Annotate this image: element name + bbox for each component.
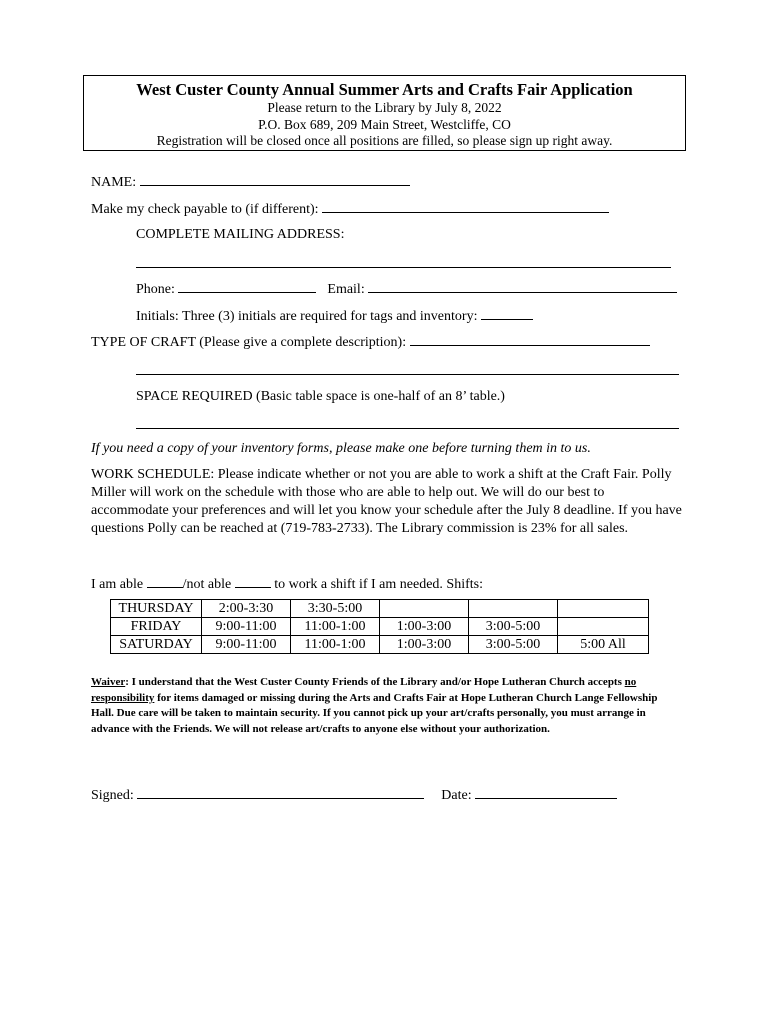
name-field[interactable] <box>140 173 410 186</box>
able-field[interactable] <box>147 575 183 588</box>
able-label: I am able <box>91 577 144 592</box>
shift-cell[interactable]: 1:00-3:00 <box>380 636 469 654</box>
contact-row <box>136 280 677 298</box>
shift-cell[interactable]: 3:30-5:00 <box>291 600 380 618</box>
phone-field[interactable] <box>178 280 316 293</box>
signed-label: Signed: <box>91 788 134 803</box>
to-work-label: to work a shift if I am needed. Shifts: <box>274 577 483 592</box>
table-row <box>111 618 649 636</box>
space-required-label: SPACE REQUIRED (Basic table space is one-half of an 8’ table.) <box>136 389 505 404</box>
initials-label: Initials: Three (3) initials are required for tags and inventory: <box>136 309 478 324</box>
email-field[interactable] <box>368 280 677 293</box>
email-label: Email: <box>327 282 365 297</box>
table-row <box>111 636 649 654</box>
shift-cell[interactable]: 5:00 All <box>558 636 649 654</box>
craft-type-field[interactable] <box>410 333 650 346</box>
waiver-text-part2: for items damaged or missing during the Arts and Crafts Fair at Hope Lutheran Church Lange Fellowship Hall. Due care will be taken to maintain security. If you cannot pick up your art/crafts personally, you must arrange in advance with the Friends. We will not release art/crafts to anyone else without your authorization. <box>91 691 658 735</box>
availability-row <box>91 575 483 593</box>
day-cell: SATURDAY <box>111 636 202 654</box>
waiver-text <box>91 675 681 737</box>
waiver-label: Waiver <box>91 676 126 688</box>
shift-cell[interactable]: 11:00-1:00 <box>291 618 380 636</box>
library-address: P.O. Box 689, 209 Main Street, Westcliffe, CO <box>258 116 511 132</box>
check-payable-label: Make my check payable to (if different): <box>91 202 319 217</box>
shift-cell[interactable]: 11:00-1:00 <box>291 636 380 654</box>
space-required-field[interactable] <box>136 428 679 429</box>
work-schedule-text: WORK SCHEDULE: Please indicate whether or not you are able to work a shift at the Craft Fair. Polly Miller will work on the schedule with those who are able to help out. We will do our best to accommodate your preferences and will let you know your schedule after the July 8 deadline. If you have questions Polly can be reached at (719-783-2733). The Library commission is 23% for all sales. <box>91 467 682 536</box>
craft-type-label: TYPE OF CRAFT (Please give a complete description): <box>91 335 407 350</box>
phone-label: Phone: <box>136 282 175 297</box>
inventory-note: If you need a copy of your inventory forms, please make one before turning them in to us. <box>91 441 591 456</box>
shift-cell[interactable]: 3:00-5:00 <box>469 636 558 654</box>
shift-cell[interactable] <box>469 600 558 618</box>
signature-row <box>91 786 617 804</box>
shift-cell[interactable]: 1:00-3:00 <box>380 618 469 636</box>
initials-row <box>136 307 533 325</box>
shifts-table <box>110 599 649 654</box>
registration-note: Registration will be closed once all positions are filled, so please sign up right away. <box>156 133 613 148</box>
craft-description-field[interactable] <box>136 374 679 375</box>
header-box <box>83 75 686 151</box>
shift-cell[interactable] <box>558 618 649 636</box>
return-note: Please return to the Library by July 8, 2022 <box>267 100 502 115</box>
name-label: NAME: <box>91 175 137 190</box>
shift-cell[interactable]: 9:00-11:00 <box>202 618 291 636</box>
mailing-address-label: COMPLETE MAILING ADDRESS: <box>136 227 345 242</box>
shift-cell[interactable]: 9:00-11:00 <box>202 636 291 654</box>
waiver-text-part1: : I understand that the West Custer County Friends of the Library and/or Hope Lutheran Church accepts <box>125 676 625 688</box>
shift-cell[interactable] <box>380 600 469 618</box>
check-payable-row <box>91 200 609 218</box>
date-field[interactable] <box>475 786 617 799</box>
name-row <box>91 173 410 191</box>
table-row <box>111 600 649 618</box>
check-payable-field[interactable] <box>322 200 609 213</box>
shift-cell[interactable]: 3:00-5:00 <box>469 618 558 636</box>
not-able-field[interactable] <box>235 575 271 588</box>
waiver-emphasis: no responsibility <box>91 676 637 704</box>
signature-field[interactable] <box>137 786 424 799</box>
craft-type-row <box>91 333 650 351</box>
shift-cell[interactable]: 2:00-3:30 <box>202 600 291 618</box>
day-cell: FRIDAY <box>111 618 202 636</box>
mailing-address-field[interactable] <box>136 267 671 268</box>
initials-field[interactable] <box>481 307 533 320</box>
date-label: Date: <box>441 788 472 803</box>
shift-cell[interactable] <box>558 600 649 618</box>
not-able-label: /not able <box>182 577 232 592</box>
day-cell: THURSDAY <box>111 600 202 618</box>
form-title: West Custer County Annual Summer Arts and Crafts Fair Application <box>136 80 633 99</box>
